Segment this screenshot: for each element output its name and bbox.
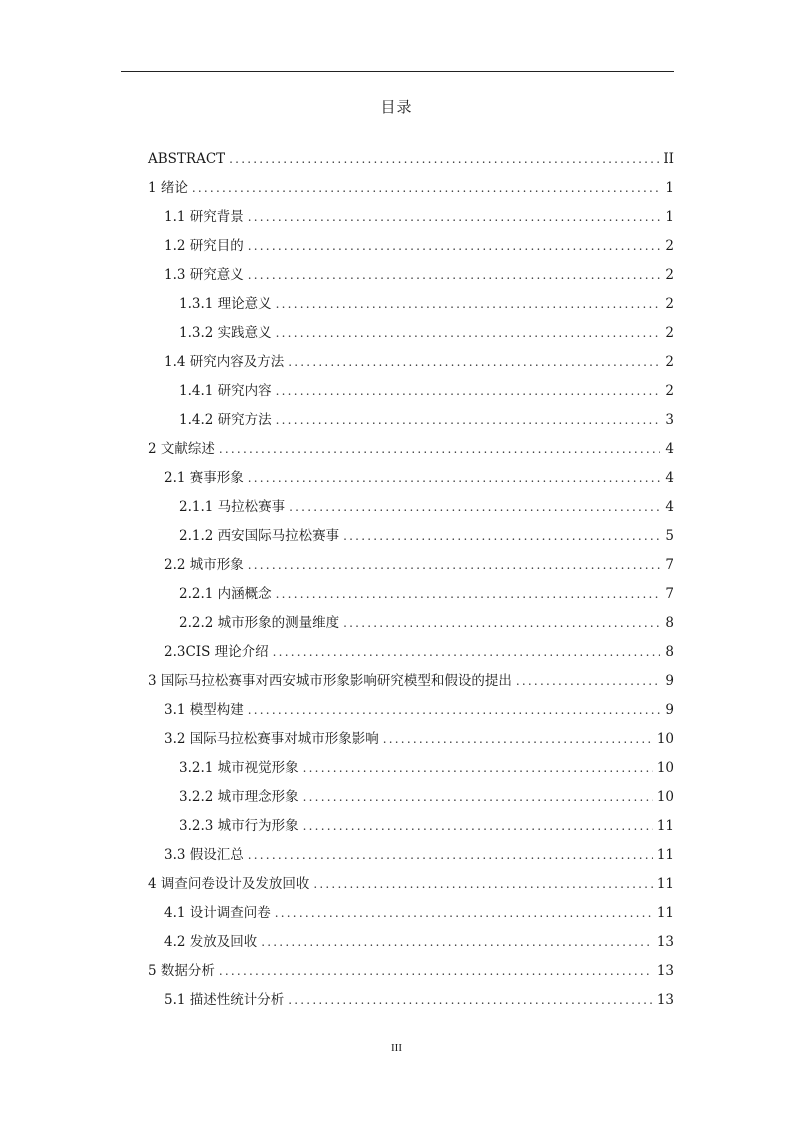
toc-entry[interactable] <box>148 638 674 667</box>
toc-dot-leader <box>248 203 660 232</box>
toc-entry[interactable] <box>148 580 674 609</box>
toc-entry-label: 3.2 国际马拉松赛事对城市形象影响 <box>164 731 379 747</box>
toc-entry-label: 1.3.2 实践意义 <box>179 325 272 341</box>
toc-entry[interactable] <box>148 493 674 522</box>
toc-dot-leader <box>313 870 652 899</box>
toc-entry-page-number: 8 <box>665 644 674 660</box>
toc-entry-page-number: 11 <box>656 876 674 892</box>
toc-entry[interactable] <box>148 464 674 493</box>
toc-entry[interactable] <box>148 725 674 754</box>
toc-entry[interactable] <box>148 319 674 348</box>
toc-entry-label: 5.1 描述性统计分析 <box>164 992 285 1008</box>
toc-dot-leader <box>276 377 660 406</box>
toc-dot-leader <box>276 580 660 609</box>
toc-entry[interactable] <box>148 812 674 841</box>
toc-dot-leader <box>276 290 660 319</box>
toc-dot-leader <box>303 783 653 812</box>
toc-entry-label: 2.2.2 城市形象的测量维度 <box>179 615 340 631</box>
toc-dot-leader <box>219 435 660 464</box>
toc-entry[interactable] <box>148 406 674 435</box>
toc-entry-label: 4.2 发放及回收 <box>164 934 258 950</box>
toc-entry-page-number: 10 <box>656 760 674 776</box>
toc-entry-page-number: 7 <box>665 557 674 573</box>
toc-entry-label: 3.3 假设汇总 <box>164 847 244 863</box>
toc-entry-page-number: 1 <box>665 180 674 196</box>
toc-entry-page-number: 7 <box>665 586 674 602</box>
toc-dot-leader <box>343 522 660 551</box>
toc-dot-leader <box>288 986 653 1015</box>
toc-entry-label: 2.1.2 西安国际马拉松赛事 <box>179 528 340 544</box>
toc-entry[interactable] <box>148 754 674 783</box>
toc-dot-leader <box>303 812 653 841</box>
toc-entry-page-number: 2 <box>665 325 674 341</box>
toc-entry-page-number: 5 <box>665 528 674 544</box>
toc-entry-label: 3.2.3 城市行为形象 <box>179 818 299 834</box>
toc-entry-page-number: 2 <box>665 296 674 312</box>
toc-dot-leader <box>343 609 660 638</box>
toc-dot-leader <box>248 232 660 261</box>
toc-dot-leader <box>303 754 653 783</box>
toc-entry[interactable] <box>148 290 674 319</box>
toc-entry[interactable] <box>148 899 674 928</box>
toc-entry-label: 2.1 赛事形象 <box>164 470 244 486</box>
toc-entry[interactable] <box>148 551 674 580</box>
toc-entry-label: ABSTRACT <box>148 151 226 167</box>
toc-entry-page-number: 13 <box>656 963 674 979</box>
toc-dot-leader <box>229 145 659 174</box>
header-rule <box>121 71 674 72</box>
toc-entry-label: 1 绪论 <box>148 180 188 196</box>
toc-entry-page-number: 11 <box>656 905 674 921</box>
toc-entry-page-number: 13 <box>656 992 674 1008</box>
toc-entry-label: 2.2 城市形象 <box>164 557 244 573</box>
toc-entry-page-number: 4 <box>665 470 674 486</box>
toc-dot-leader <box>275 899 653 928</box>
toc-entry-label: 3.2.2 城市理念形象 <box>179 789 299 805</box>
table-of-contents <box>148 145 674 1015</box>
toc-entry-label: 2.1.1 马拉松赛事 <box>179 499 286 515</box>
toc-entry-page-number: 11 <box>656 818 674 834</box>
toc-entry[interactable] <box>148 203 674 232</box>
toc-dot-leader <box>276 319 660 348</box>
toc-entry-label: 2.3CIS 理论介绍 <box>164 644 269 660</box>
toc-entry-label: 1.4.1 研究内容 <box>179 383 272 399</box>
toc-dot-leader <box>248 696 660 725</box>
toc-dot-leader <box>248 261 660 290</box>
toc-dot-leader <box>219 957 653 986</box>
toc-entry-page-number: 2 <box>665 383 674 399</box>
toc-entry-page-number: 1 <box>665 209 674 225</box>
toc-entry[interactable] <box>148 783 674 812</box>
toc-entry[interactable] <box>148 145 674 174</box>
toc-entry[interactable] <box>148 696 674 725</box>
toc-entry[interactable] <box>148 957 674 986</box>
toc-entry[interactable] <box>148 667 674 696</box>
toc-entry-label: 1.2 研究目的 <box>164 238 244 254</box>
toc-entry-label: 4 调查问卷设计及发放回收 <box>148 876 310 892</box>
toc-entry-page-number: 2 <box>665 354 674 370</box>
toc-dot-leader <box>248 841 653 870</box>
toc-entry-label: 1.4.2 研究方法 <box>179 412 272 428</box>
toc-entry-label: 2 文献综述 <box>148 441 215 457</box>
toc-dot-leader <box>248 464 660 493</box>
toc-entry[interactable] <box>148 232 674 261</box>
toc-dot-leader <box>273 638 660 667</box>
toc-entry-label: 5 数据分析 <box>148 963 215 979</box>
page-number: III <box>391 1042 402 1054</box>
toc-dot-leader <box>288 348 660 377</box>
toc-entry[interactable] <box>148 841 674 870</box>
toc-dot-leader <box>383 725 653 754</box>
toc-entry-page-number: 2 <box>665 267 674 283</box>
toc-entry-label: 1.3 研究意义 <box>164 267 244 283</box>
toc-entry-page-number: 10 <box>656 789 674 805</box>
toc-entry-label: 4.1 设计调查问卷 <box>164 905 271 921</box>
toc-entry-page-number: 9 <box>665 673 674 689</box>
toc-title: 目录 <box>380 98 413 116</box>
toc-entry-label: 1.3.1 理论意义 <box>179 296 272 312</box>
toc-entry-page-number: 13 <box>656 934 674 950</box>
toc-entry[interactable] <box>148 174 674 203</box>
toc-entry-page-number: 2 <box>665 238 674 254</box>
toc-entry[interactable] <box>148 870 674 899</box>
toc-dot-leader <box>276 406 660 435</box>
toc-entry-label: 3.1 模型构建 <box>164 702 244 718</box>
toc-dot-leader <box>248 551 660 580</box>
toc-entry-label: 3.2.1 城市视觉形象 <box>179 760 299 776</box>
toc-entry[interactable] <box>148 522 674 551</box>
toc-entry-label: 1.4 研究内容及方法 <box>164 354 285 370</box>
toc-dot-leader <box>192 174 660 203</box>
toc-entry-page-number: 3 <box>665 412 674 428</box>
toc-entry[interactable] <box>148 928 674 957</box>
toc-dot-leader <box>289 493 660 522</box>
toc-entry-label: 2.2.1 内涵概念 <box>179 586 272 602</box>
toc-dot-leader <box>261 928 653 957</box>
toc-entry-page-number: II <box>663 151 674 167</box>
toc-entry-page-number: 10 <box>656 731 674 747</box>
toc-entry[interactable] <box>148 435 674 464</box>
toc-entry[interactable] <box>148 986 674 1015</box>
toc-entry-label: 1.1 研究背景 <box>164 209 244 225</box>
toc-entry[interactable] <box>148 377 674 406</box>
toc-dot-leader <box>516 667 660 696</box>
toc-entry[interactable] <box>148 261 674 290</box>
toc-entry-page-number: 9 <box>665 702 674 718</box>
toc-entry-label: 3 国际马拉松赛事对西安城市形象影响研究模型和假设的提出 <box>148 673 512 689</box>
toc-entry[interactable] <box>148 609 674 638</box>
toc-entry-page-number: 8 <box>665 615 674 631</box>
toc-entry-page-number: 4 <box>665 499 674 515</box>
toc-entry-page-number: 4 <box>665 441 674 457</box>
toc-entry[interactable] <box>148 348 674 377</box>
toc-entry-page-number: 11 <box>656 847 674 863</box>
